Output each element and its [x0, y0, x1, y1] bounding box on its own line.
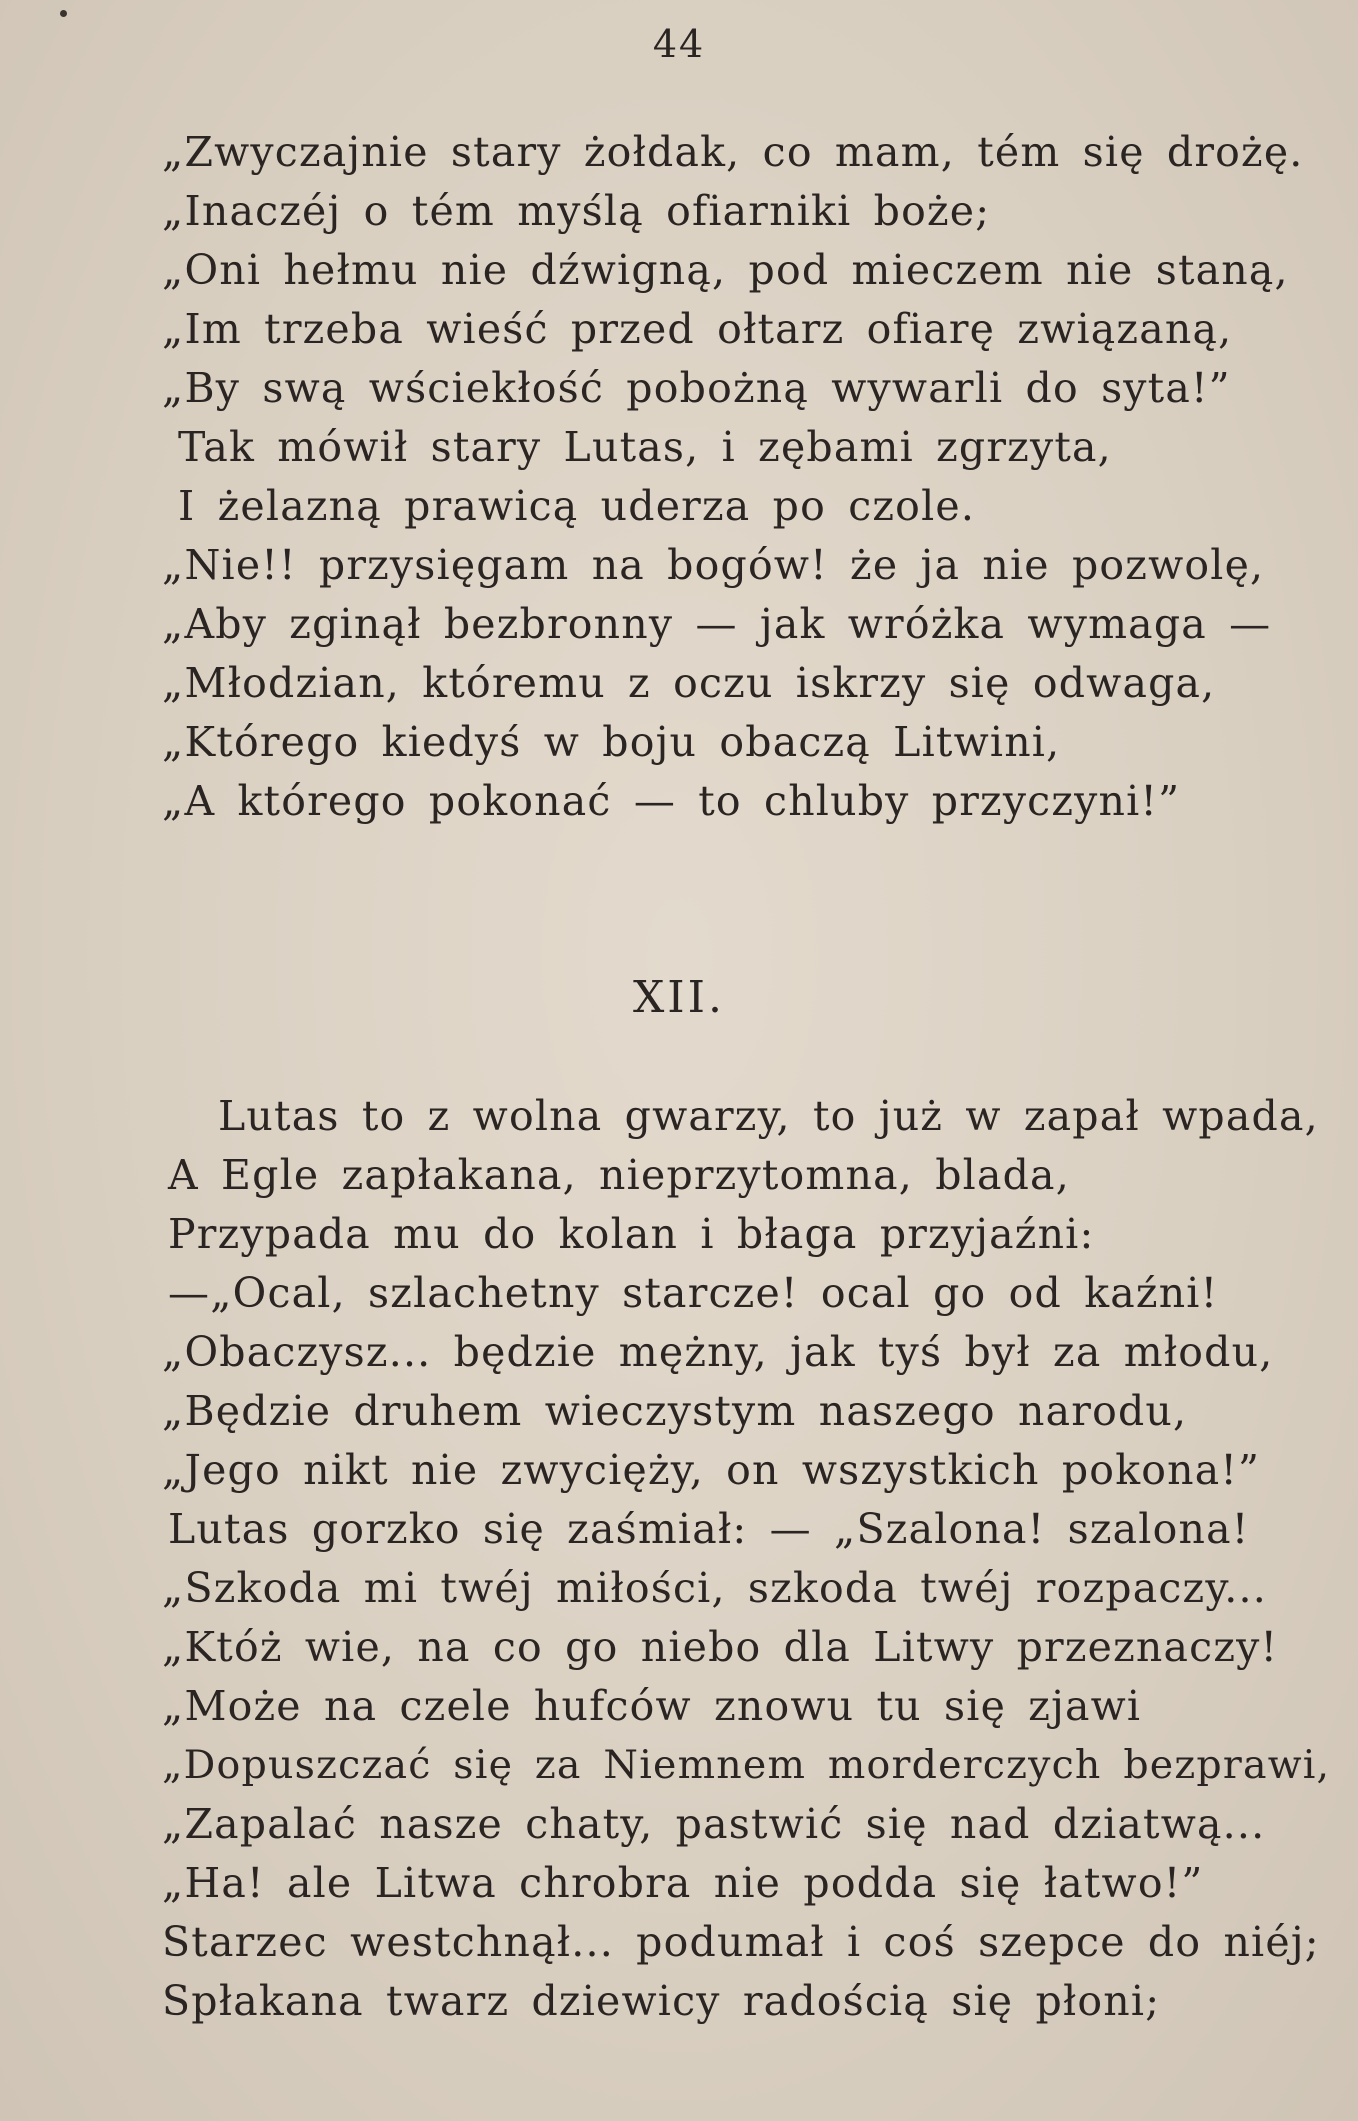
verse-line: „Jego nikt nie zwycięży, on wszystkich pokona!”	[162, 1446, 1261, 1494]
verse-line: Przypada mu do kolan i błaga przyjaźni:	[168, 1210, 1095, 1258]
verse-line: „Im trzeba wieść przed ołtarz ofiarę związaną,	[162, 305, 1233, 353]
verse-line: „Młodzian, któremu z oczu iskrzy się odwaga,	[162, 659, 1216, 707]
verse-line: „Któż wie, na co go niebo dla Litwy przeznaczy!	[162, 1623, 1279, 1671]
ink-speck	[60, 10, 67, 17]
verse-line: „Zapalać nasze chaty, pastwić się nad dziatwą...	[162, 1800, 1266, 1848]
verse-line: „By swą wściekłość pobożną wywarli do syta!”	[162, 364, 1231, 412]
verse-line: —„Ocal, szlachetny starcze! ocal go od kaźni!	[168, 1269, 1219, 1317]
verse-line: Tak mówił stary Lutas, i zębami zgrzyta,	[178, 423, 1112, 471]
section-heading: XII.	[632, 972, 726, 1023]
verse-line: A Egle zapłakana, nieprzytomna, blada,	[168, 1151, 1070, 1199]
verse-line: Lutas gorzko się zaśmiał: — „Szalona! szalona!	[168, 1505, 1250, 1553]
verse-line: „Nie!! przysięgam na bogów! że ja nie pozwolę,	[162, 541, 1265, 589]
verse-line: I żelazną prawicą uderza po czole.	[178, 482, 976, 530]
verse-line: Spłakana twarz dziewicy radością się płoni;	[162, 1977, 1161, 2025]
verse-line: „Dopuszczać się za Niemnem morderczych bezprawi,	[162, 1742, 1331, 1788]
verse-line: „Obaczysz... będzie mężny, jak tyś był za młodu,	[162, 1328, 1274, 1376]
verse-line: „Może na czele hufców znowu tu się zjawi	[162, 1682, 1142, 1730]
page-number: 44	[652, 22, 706, 66]
verse-line: „Oni hełmu nie dźwigną, pod mieczem nie staną,	[162, 246, 1289, 294]
verse-line: „Zwyczajnie stary żołdak, co mam, tém się drożę.	[162, 128, 1304, 176]
verse-line: „Szkoda mi twéj miłości, szkoda twéj rozpaczy...	[162, 1564, 1267, 1612]
verse-line: „Aby zginął bezbronny — jak wróżka wymaga —	[162, 600, 1272, 648]
verse-line: Lutas to z wolna gwarzy, to już w zapał wpada,	[218, 1092, 1319, 1140]
verse-line: „A którego pokonać — to chluby przyczyni!”	[162, 777, 1181, 825]
verse-line: Starzec westchnął... podumał i coś szepce do niéj;	[162, 1918, 1320, 1966]
verse-line: „Ha! ale Litwa chrobra nie podda się łatwo!”	[162, 1859, 1204, 1907]
verse-line: „Będzie druhem wieczystym naszego narodu,	[162, 1387, 1188, 1435]
verse-line: „Inaczéj o tém myślą ofiarniki boże;	[162, 187, 991, 235]
verse-line: „Którego kiedyś w boju obaczą Litwini,	[162, 718, 1061, 766]
